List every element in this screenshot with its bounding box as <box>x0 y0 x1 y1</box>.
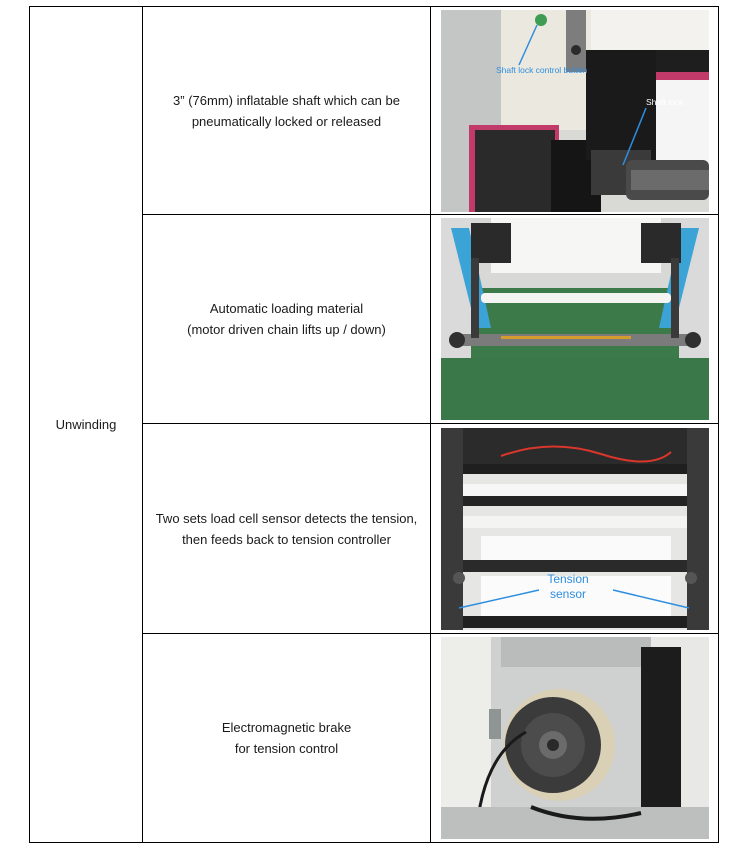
category-cell <box>30 7 143 843</box>
tension-sensor-image <box>441 428 709 630</box>
inflatable-shaft-photo <box>441 10 709 212</box>
tension-sensor-photo <box>441 428 709 630</box>
description-cell <box>143 7 431 215</box>
electromagnetic-brake-photo <box>441 637 709 839</box>
description-cell <box>143 634 431 843</box>
spec-table <box>29 6 719 843</box>
photo-annotation: Shaft lock control button <box>495 64 587 75</box>
auto-loading-image <box>441 218 709 420</box>
description-line: Two sets load cell sensor detects the tension, <box>155 510 418 526</box>
category-label: Unwinding <box>55 417 117 432</box>
description-cell <box>143 215 431 424</box>
description-line: Electromagnetic brake <box>221 720 352 735</box>
description-line: Automatic loading material <box>209 301 364 316</box>
photo-cell <box>431 424 719 634</box>
description-line: 3” (76mm) inflatable shaft which can be <box>173 92 400 108</box>
description-line: (motor driven chain lifts up / down) <box>187 322 386 337</box>
description-line: for tension control <box>234 741 339 756</box>
photo-cell <box>431 634 719 843</box>
description-line: pneumatically locked or released <box>191 113 382 129</box>
electromagnetic-brake-image <box>441 637 709 839</box>
photo-cell <box>431 7 719 215</box>
table-row <box>30 7 719 215</box>
photo-annotation: sensor <box>549 586 586 601</box>
photo-annotation: Tension <box>546 571 589 586</box>
description-cell <box>143 424 431 634</box>
auto-loading-photo <box>441 218 709 420</box>
description-line: then feeds back to tension controller <box>182 531 391 547</box>
inflatable-shaft-image <box>441 10 709 212</box>
photo-cell <box>431 215 719 424</box>
photo-annotation: Shaft lock <box>645 96 683 107</box>
